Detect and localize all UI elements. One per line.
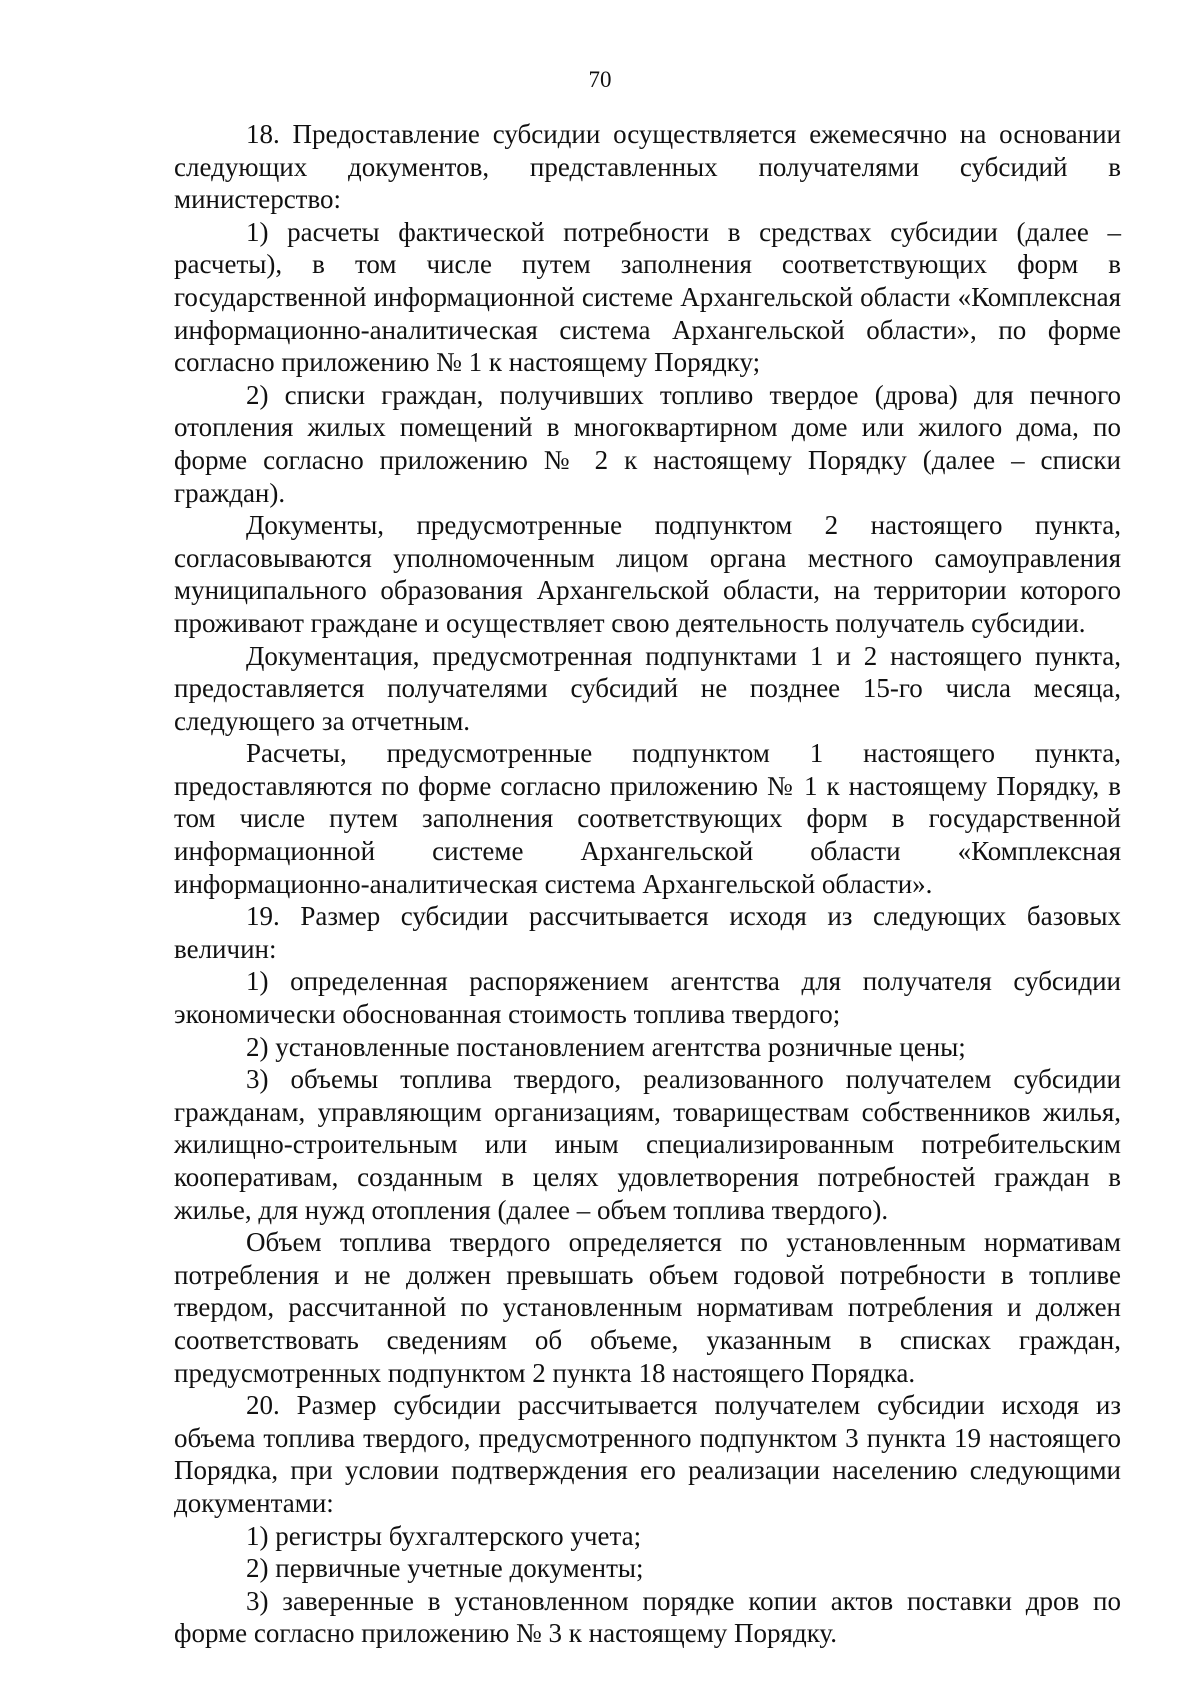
- paragraph-19-item-2: 2) установленные постановлением агентства розничные цены;: [246, 1031, 966, 1062]
- paragraph-19-volume: Объем топлива твердого определяется по установленным нормативам потребления и не должен превышать объем годовой потребности в топливе твердом, рассчитанной по установленным нормативам потребления и должен соответствовать сведениям об объеме, указанным в списках граждан, предусмотренных подпунктом 2 пункта 18 настоящего Порядка.: [174, 1227, 1121, 1388]
- paragraph-20-intro: 20. Размер субсидии рассчитывается получателем субсидии исходя из объема топлива твердого, предусмотренного подпунктом 3 пункта 19 настоящего Порядка, при условии подтверждения его реализации населению следующими документами:: [174, 1390, 1121, 1518]
- paragraph-20-item-1: 1) регистры бухгалтерского учета;: [246, 1520, 642, 1551]
- paragraph-18-intro: 18. Предоставление субсидии осуществляется ежемесячно на основании следующих документов, представленных получателями субсидий в министерство:: [174, 119, 1121, 215]
- paragraph-18-calculations: Расчеты, предусмотренные подпунктом 1 настоящего пункта, предоставляются по форме согласно приложению № 1 к настоящему Порядку, в том числе путем заполнения соответствующих форм в государственной информационной системе Архангельской области «Комплексная информационно-аналитическая система Архангельской области».: [174, 738, 1121, 899]
- paragraph-19-item-3: 3) объемы топлива твердого, реализованного получателем субсидии гражданам, управляющим организациям, товариществам собственников жилья, жилищно-строительным или иным специализированным потребительским кооперативам, созданным в целях удовлетворения потребностей граждан в жилье, для нужд отопления (далее – объем топлива твердого).: [174, 1064, 1121, 1225]
- paragraph-18-deadline: Документация, предусмотренная подпунктами 1 и 2 настоящего пункта, предоставляется получателями субсидий не позднее 15-го числа месяца, следующего за отчетным.: [174, 640, 1121, 736]
- page-number: 70: [588, 67, 612, 92]
- paragraph-20-item-3: 3) заверенные в установленном порядке копии актов поставки дров по форме согласно приложению № 3 к настоящему Порядку.: [174, 1585, 1121, 1649]
- paragraph-18-item-2: 2) списки граждан, получивших топливо твердое (дрова) для печного отопления жилых помещений в многоквартирном доме или жилого дома, по форме согласно приложению № 2 к настоящему Порядку (далее – списки граждан).: [174, 379, 1121, 508]
- paragraph-20-item-2: 2) первичные учетные документы;: [246, 1553, 644, 1584]
- paragraph-19-item-1: 1) определенная распоряжением агентства для получателя субсидии экономически обоснованная стоимость топлива твердого;: [174, 966, 1121, 1030]
- paragraph-18-item-1: 1) расчеты фактической потребности в средствах субсидии (далее – расчеты), в том числе путем заполнения соответствующих форм в государственной информационной системе Архангельской области «Комплексная информационно-аналитическая система Архангельской области», по форме согласно приложению № 1 к настоящему Порядку;: [174, 216, 1121, 378]
- paragraph-19-intro: 19. Размер субсидии рассчитывается исходя из следующих базовых величин:: [174, 901, 1121, 964]
- paragraph-18-documents-approval: Документы, предусмотренные подпунктом 2 настоящего пункта, согласовываются уполномоченным лицом органа местного самоуправления муниципального образования Архангельской области, на территории которого проживают граждане и осуществляет свою деятельность получатель субсидии.: [174, 510, 1121, 638]
- document-body: [174, 118, 1121, 1650]
